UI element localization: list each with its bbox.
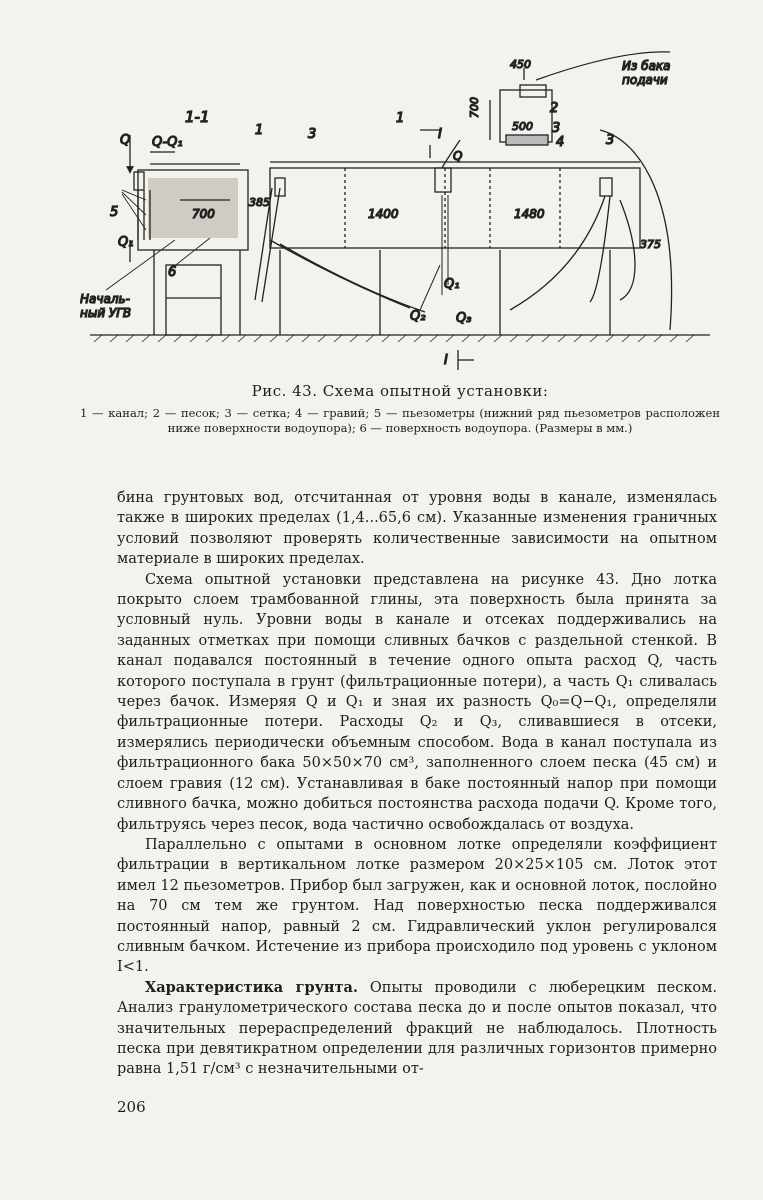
paragraph-4-text: Опыты проводили с люберецким песком. Анализ гранулометрического состава песка до и после опытов показал, что значительных перераспределений фракций не наблюдалось. Плотность песка при девятикратном определении для различных горизонтов примерно равна 1,51 г/см³ с незначительными от- [117,979,717,1078]
label-2: 2 [550,101,559,116]
label-1b: 1 [396,111,405,126]
experimental-setup-diagram [80,40,720,370]
label-I-bottom: I [444,353,448,368]
ground-hatching [94,335,694,342]
paragraph-2: Схема опытной установки представлена на рисунке 43. Дно лотка покрыто слоем трамбованной глины, эта поверхность была принята за условный нуль. Уровни воды в канале и отсеках поддерживались на заданных отметках при помощи сливных бачков с раздельной стенкой. В канал подавался постоянный в течение одного опыта расход Q, часть которого поступала в грунт (фильтрационные потери), а часть Q₁ сливалась через бачок. Измеряя Q и Q₁ и зная их разность Q₀=Q−Q₁, определяли фильтрационные потери. Расходы Q₂ и Q₃, сливавшиеся в отсеки, измерялись периодически объемным способом. Вода в канал поступала из фильтрационного бака 50×50×70 см³, заполненного слоем песка (45 см) и слоем гравия (12 см). Устанавливая в баке постоянный напор при помощи сливного бачка, можно добиться постоянства расхода подачи Q. Кроме того, фильтруясь через песок, вода частично освобождалась от воздуха. [117,571,717,833]
label-initial-ugv: Началь-ный УГВ [80,292,132,320]
label-3a: 3 [308,127,317,142]
label-3b: 3 [552,121,561,136]
overflow-tank [134,172,144,190]
label-I-top: I [438,127,442,142]
label-Q1-bottom: Q₁ [444,277,460,292]
label-Q-minus-Q1: Q-Q₁ [152,135,183,150]
figure-43 [80,40,720,370]
label-1a: 1 [255,123,264,138]
label-5: 5 [110,205,119,220]
section-heading-soil: Характеристика грунта. [145,978,358,996]
dim-1400-label: 1400 [368,207,399,221]
right-overflow [600,178,612,196]
left-overflow [275,178,285,196]
label-3c: 3 [606,133,615,148]
caption-legend: 1 — канал; 2 — песок; 3 — сетка; 4 — гравий; 5 — пьезометры (нижний ряд пьезометров расположен ниже поверхности водоупора); 6 — поверхность водоупора. (Размеры в мм.) [80,406,720,435]
dim-450-label: 450 [510,58,531,71]
dim-375-label: 375 [640,238,661,251]
body-text [117,488,717,1080]
label-section: 1-1 [185,108,210,126]
label-Q-tank: Q [453,149,463,163]
page-number: 206 [117,1098,146,1116]
label-Q1-left: Q₁ [118,235,134,250]
supply-tank [500,90,552,142]
tank-overflow [520,85,546,97]
channel-center [435,168,451,192]
label-Q2: Q₂ [410,309,426,324]
label-Q: Q [120,133,131,148]
paragraph-3: Параллельно с опытами в основном лотке определяли коэффициент фильтрации в вертикальном лотке размером 20×25×105 см. Лоток этот имел 12 пьезометров. Прибор был загружен, как и основной лоток, послойно на 70 см тем же грунтом. Над поверхностью песка поддерживался постоянный напор, равный 2 см. Гидравлический уклон регулировался сливным бачком. Истечение из прибора происходило под уровень с уклоном I<1. [117,836,717,976]
main-tray [270,168,640,248]
dim-1480-label: 1480 [514,207,545,221]
dim-700-label: 700 [192,207,215,221]
paragraph-4 [117,978,717,1080]
dim-500-label: 500 [512,120,533,133]
paragraph-1: бина грунтовых вод, отсчитанная от уровня воды в канале, изменялась также в широких пределах (1,4...65,6 см). Указанные изменения граничных условий позволяют проверять количественные зависимости на опытном материале в широких пределах. [117,490,717,568]
label-6: 6 [168,265,177,280]
dim-700v-label: 700 [468,97,481,118]
caption-title: Рис. 43. Схема опытной установки: [251,382,549,400]
label-from-tank: Из бака подачи [622,59,671,87]
dim-385-label: 385 [249,196,270,209]
label-Q3: Q₃ [456,311,472,326]
figure-caption [80,382,720,436]
label-4: 4 [556,135,565,150]
